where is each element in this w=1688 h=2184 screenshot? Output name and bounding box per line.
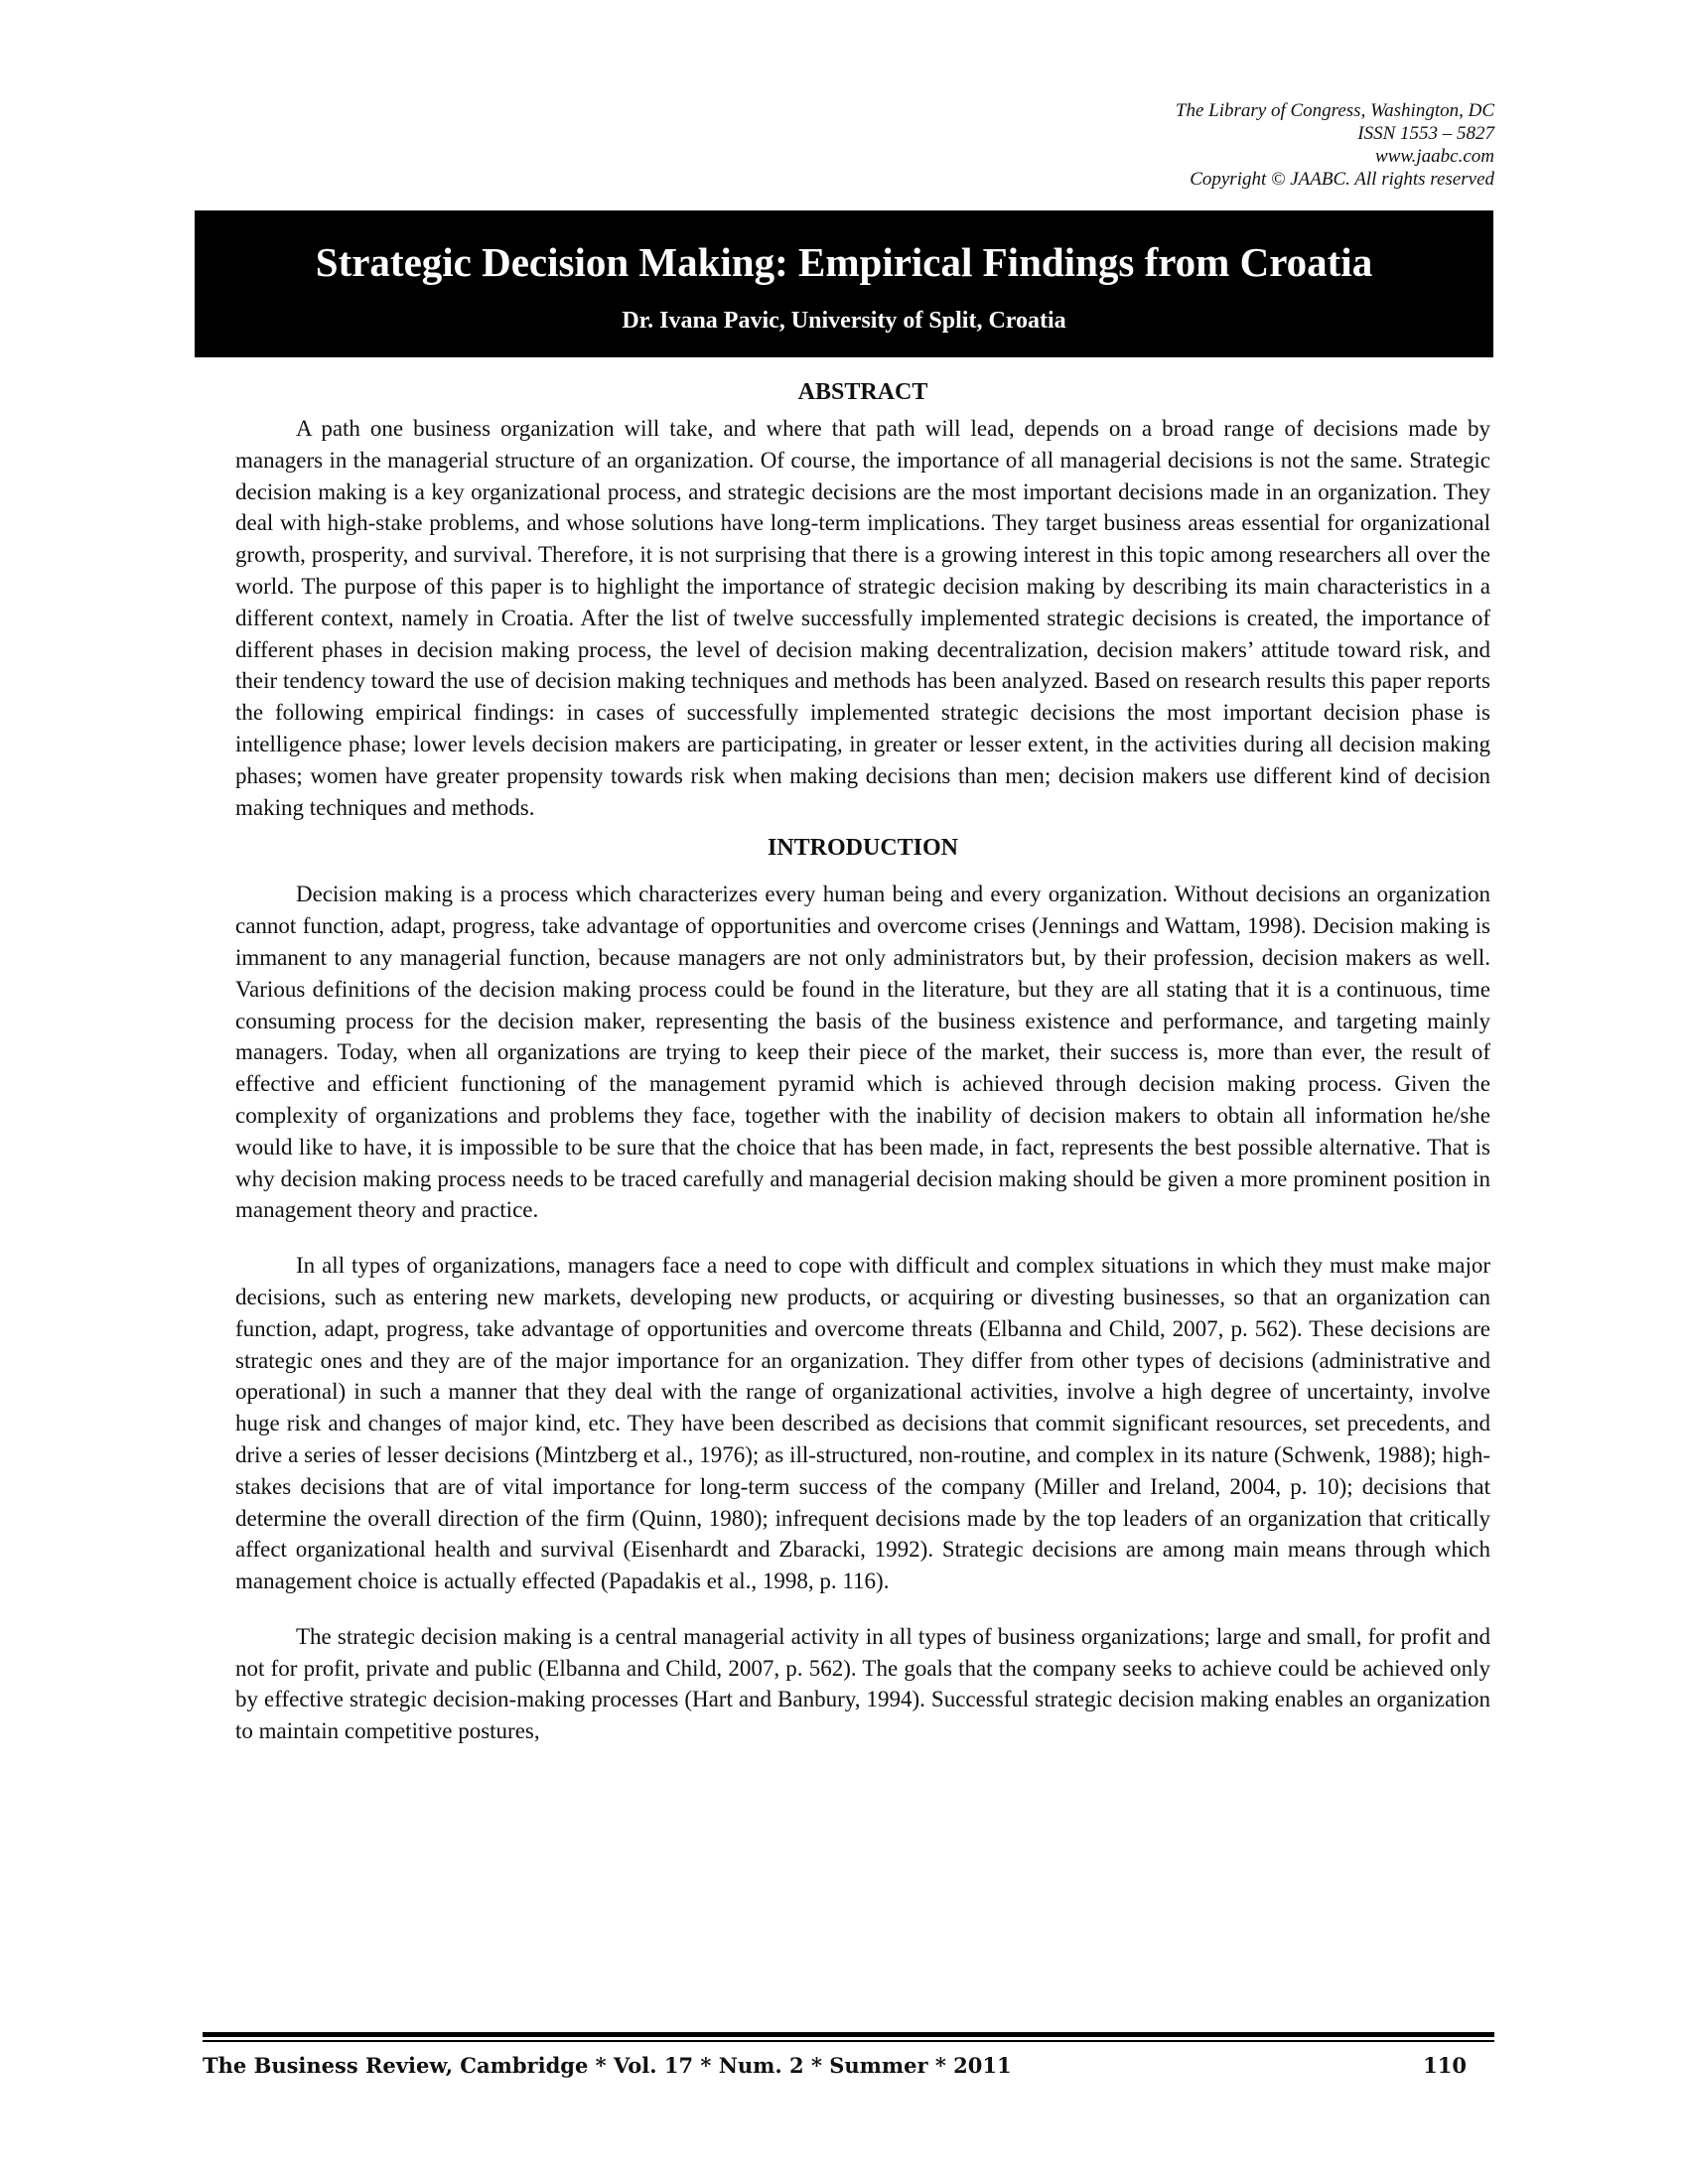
page-footer <box>203 2053 1494 2078</box>
paper-body <box>235 377 1490 1747</box>
page-number: 110 <box>1423 2053 1467 2078</box>
intro-paragraph-2: In all types of organizations, managers face a need to cope with difficult and complex situations in which they must make major decisions, such as entering new markets, developing new products, or acquiring or divesting businesses, so that an organization can function, adapt, progress, take advantage of opportunities and overcome threats (Elbanna and Child, 2007, p. 562). These decisions are strategic ones and they are of the major importance for an organization. They differ from other types of decisions (administrative and operational) in such a manner that they deal with the range of organizational activities, involve a high degree of uncertainty, involve huge risk and changes of major kind, etc. They have been described as decisions that commit significant resources, set precedents, and drive a series of lesser decisions (Mintzberg et al., 1976); as ill-structured, non-routine, and complex in its nature (Schwenk, 1988); high-stakes decisions that are of vital importance for long-term success of the company (Miller and Ireland, 2004, p. 10); decisions that determine the overall direction of the firm (Quinn, 1980); infrequent decisions made by the top leaders of an organization that critically affect organizational health and survival (Eisenhardt and Zbaracki, 1992). Strategic decisions are among main means through which management choice is actually effected (Papadakis et al., 1998, p. 116). <box>235 1253 1490 1594</box>
header-line-website: www.jaabc.com <box>1375 146 1494 167</box>
intro-paragraph-3: The strategic decision making is a central managerial activity in all types of business organizations; large and small, for profit and not for profit, private and public (Elbanna and Child, 2007, p. 562). The goals that the company seeks to achieve could be achieved only by effective strategic decision-making processes (Hart and Banbury, 1994). Successful strategic decision making enables an organization to maintain competitive postures, <box>235 1623 1490 1744</box>
introduction-heading: INTRODUCTION <box>767 835 959 862</box>
paper-title: Strategic Decision Making: Empirical Findings from Croatia <box>315 239 1373 285</box>
intro-paragraph-1: Decision making is a process which characterizes every human being and every organization. Without decisions an organization cannot function, adapt, progress, take advantage of opportunities and overcome crises (Jennings and Wattam, 1998). Decision making is immanent to any managerial function, because managers are not only administrators but, by their profession, decision makers as well. Various definitions of the decision making process could be found in the literature, but they are all stating that it is a continuous, time consuming process for the decision maker, representing the basis of the business existence and performance, and targeting mainly managers. Today, when all organizations are trying to keep their piece of the market, their success is, more than ever, the result of effective and efficient functioning of the management pyramid which is achieved through decision making process. Given the complexity of organizations and problems they face, together with the inability of decision makers to obtain all information he/she would like to have, it is impossible to be sure that the choice that has been made, in fact, represents the best possible alternative. That is why decision making process needs to be traced carefully and managerial decision making should be given a more prominent position in management theory and practice. <box>235 882 1490 1223</box>
author-line: Dr. Ivana Pavic, University of Split, Croatia <box>622 308 1066 334</box>
abstract-paragraph: A path one business organization will take, and where that path will lead, depends on a broad range of decisions made by managers in the managerial structure of an organization. Of course, the importance of all managerial decisions is not the same. Strategic decision making is a key organizational process, and strategic decisions are the most important decisions made in an organization. They deal with high-stake problems, and whose solutions have long-term implications. They target business areas essential for organizational growth, prosperity, and survival. Therefore, it is not surprising that there is a growing interest in this topic among researchers all over the world. The purpose of this paper is to highlight the importance of strategic decision making by describing its main characteristics in a different context, namely in Croatia. After the list of twelve successfully implemented strategic decisions is created, the importance of different phases in decision making process, the level of decision making decentralization, decision makers’ attitude toward risk, and their tendency toward the use of decision making techniques and methods has been analyzed. Based on research results this paper reports the following empirical findings: in cases of successfully implemented strategic decisions the most important decision phase is intelligence phase; lower levels decision makers are participating, in greater or lesser extent, in the activities during all decision making phases; women have greater propensity towards risk when making decisions than men; decision makers use different kind of decision making techniques and methods. <box>235 416 1490 820</box>
footer-journal-info: The Business Review, Cambridge * Vol. 17 * Num. 2 * Summer * 2011 <box>203 2053 1012 2078</box>
journal-header <box>1176 99 1494 191</box>
header-line-issn: ISSN 1553 – 5827 <box>1357 123 1494 144</box>
footer-rule-thin <box>203 2040 1494 2042</box>
footer-rule-thick <box>203 2032 1494 2037</box>
abstract-heading: ABSTRACT <box>797 379 928 405</box>
header-line-copyright: Copyright © JAABC. All rights reserved <box>1190 169 1494 190</box>
title-banner <box>195 210 1493 357</box>
header-line-library: The Library of Congress, Washington, DC <box>1175 100 1494 121</box>
